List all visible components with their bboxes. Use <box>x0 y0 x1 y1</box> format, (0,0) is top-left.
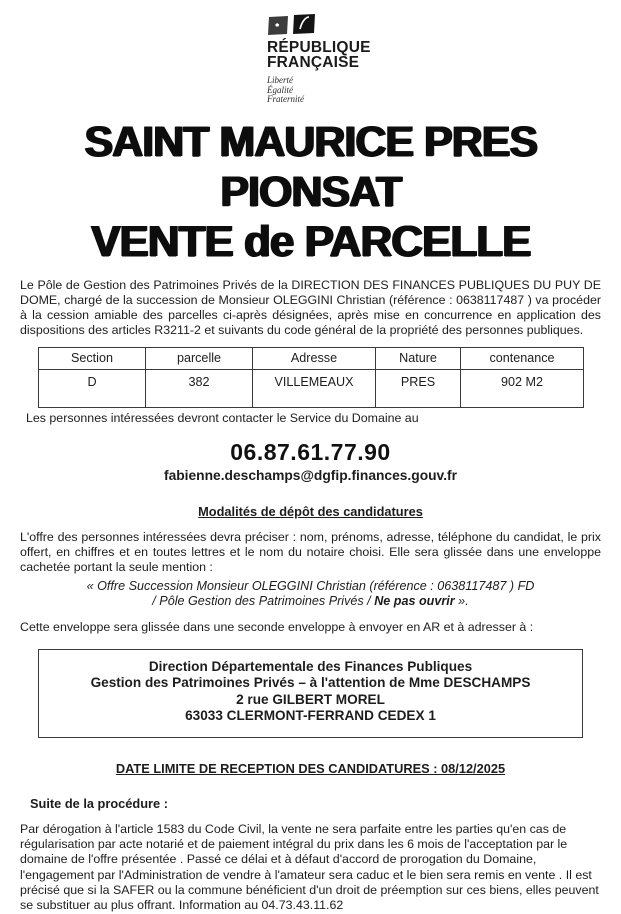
address-line-4: 63033 CLERMONT-FERRAND CEDEX 1 <box>185 708 436 724</box>
modalites-paragraph: L'offre des personnes intéressées devra préciser : nom, prénoms, adresse, téléphone du candidat, le prix offert, en chiffres et en toutes lettres et le nom du notaire choisi. Elle sera glissée dans une enveloppe cachetée portant la seule mention : <box>20 529 601 575</box>
col-header-parcelle: parcelle <box>146 347 253 369</box>
col-header-section: Section <box>39 347 146 369</box>
parcel-table-header-row <box>39 347 584 369</box>
modalites-heading: Modalités de dépôt des candidatures <box>198 503 423 519</box>
republique-line1: RÉPUBLIQUE <box>267 39 371 56</box>
col-header-contenance: contenance <box>461 347 584 369</box>
cell-parcelle: 382 <box>146 369 253 407</box>
cell-nature: PRES <box>376 369 461 407</box>
cell-section: D <box>39 369 146 407</box>
col-header-adresse: Adresse <box>253 347 376 369</box>
title-commune-line2: PIONSAT <box>220 167 401 216</box>
address-line-3: 2 rue GILBERT MOREL <box>236 691 385 707</box>
contact-phone-number: 06.87.61.77.90 <box>230 438 391 465</box>
deadline-line: DATE LIMITE DE RECEPTION DES CANDIDATURES : 08/12/2025 <box>115 760 506 776</box>
motto-fraternite: Fraternité <box>267 94 304 104</box>
ne-pas-ouvrir-bold: Ne pas ouvrir <box>374 593 455 608</box>
address-line-1: Direction Départementale des Finances Publiques <box>148 658 473 674</box>
procedure-paragraph: Par dérogation à l'article 1583 du Code Civil, la vente ne sera parfaite entre les parties qu'en cas de régularisation par acte notarié et de paiement intégral du prix dans les 6 mois de l'acceptation par le domaine de l'offre présentée . Passé ce délai et à défaut d'accord de prorogation du Domaine, l'engagement par l'Administration de vendre à l'amateur sera caduc et le bien sera remis en vente . Il est précisé que si la SAFER ou la commune bénéficient d'un droit de préemption sur ces biens, elles peuvent se substituer au plus offrant. Information au 04.73.43.11.62 <box>20 821 599 913</box>
cell-contenance: 902 M2 <box>461 369 584 407</box>
title-commune-line1: SAINT MAURICE PRES <box>84 117 537 166</box>
title-vente-parcelle: VENTE de PARCELLE <box>90 216 531 266</box>
envelope-mention <box>20 579 601 609</box>
document-title <box>20 117 601 267</box>
col-header-nature: Nature <box>376 347 461 369</box>
motto-egalite: Égalité <box>267 84 293 95</box>
cell-adresse: VILLEMEAUX <box>253 369 376 407</box>
french-flag-marianne-icon <box>267 14 317 38</box>
republique-francaise-header <box>267 14 601 105</box>
procedure-heading: Suite de la procédure : <box>30 795 168 811</box>
intro-paragraph: Le Pôle de Gestion des Patrimoines Privés de la DIRECTION DES FINANCES PUBLIQUES DU PUY DE DOME, chargé de la succession de Monsieur OLEGGINI Christian (référence : 0638117487 ) va procéder à la cession amiable des parcelles ci-après désignées, après mise en concurrence en application des dispositions des articles R3211-2 et suivants du code général de la propriété des personnes publiques. <box>20 277 601 338</box>
table-row <box>39 369 584 407</box>
address-line-2: Gestion des Patrimoines Privés – à l'attention de Mme DESCHAMPS <box>90 675 531 691</box>
contact-email: fabienne.deschamps@dgfip.finances.gouv.fr <box>163 467 457 483</box>
republique-line2: FRANÇAISE <box>267 54 360 71</box>
parcel-table <box>38 347 584 408</box>
envelope-mention-line2: / Pôle Gestion des Patrimoines Privés / Ne pas ouvrir ». <box>152 593 469 608</box>
motto <box>267 76 601 105</box>
envelope-mention-line1: « Offre Succession Monsieur OLEGGINI Christian (référence : 0638117487 ) FD <box>86 578 535 593</box>
second-envelope-line: Cette enveloppe sera glissée dans une seconde enveloppe à envoyer en AR et à adresser à : <box>20 619 534 634</box>
recipient-address-box <box>38 649 583 738</box>
contact-intro-line: Les personnes intéressées devront contacter le Service du Domaine au <box>26 410 419 425</box>
motto-liberte: Liberté <box>267 75 293 85</box>
